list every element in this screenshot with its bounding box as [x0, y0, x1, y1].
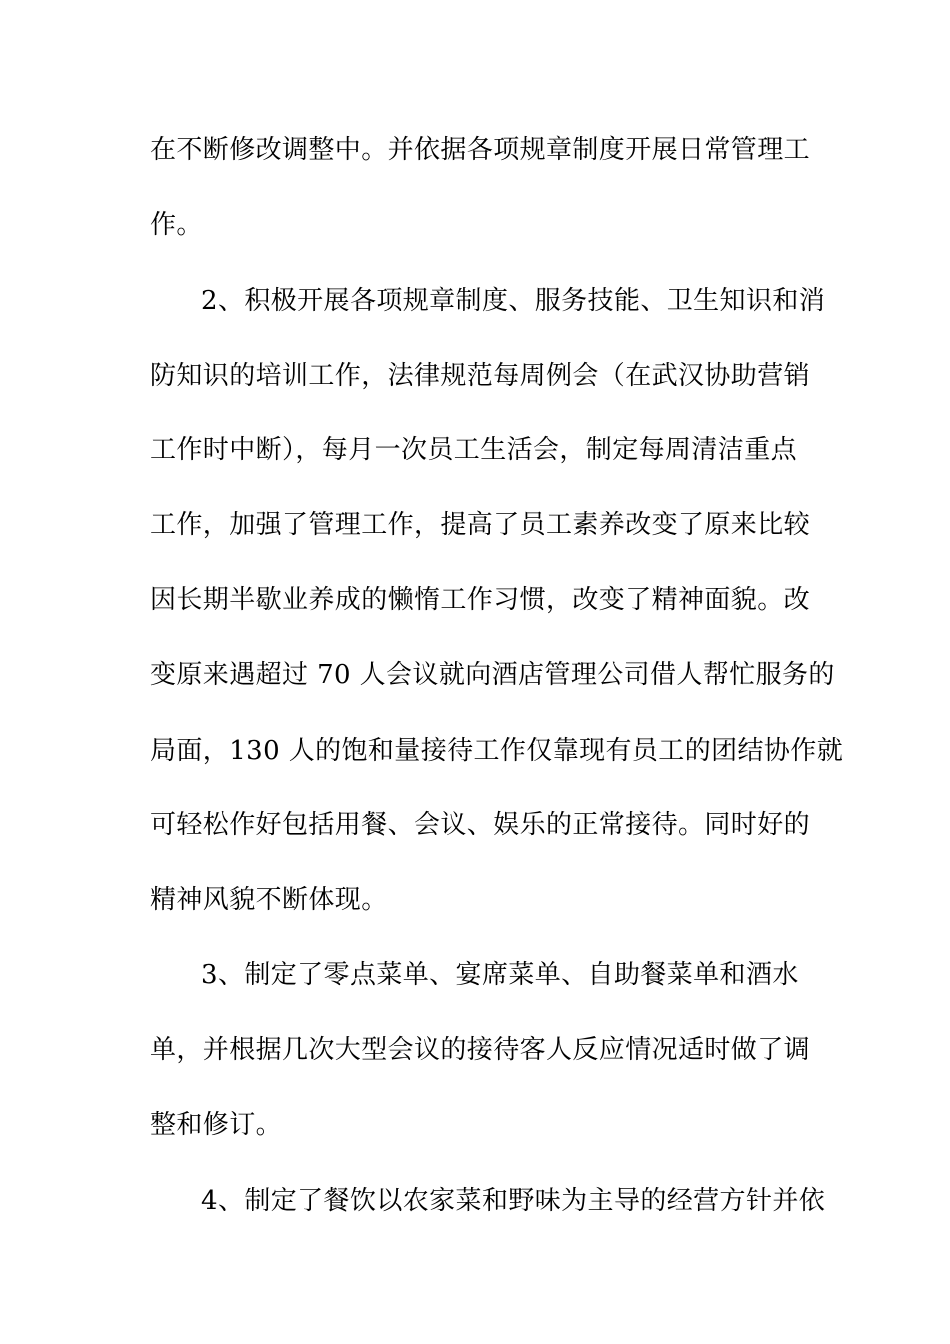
text-line: 局面，130 人的饱和量接待工作仅靠现有员工的团结协作就	[150, 736, 844, 766]
text-line: 可轻松作好包括用餐、会议、娱乐的正常接待。同时好的	[150, 810, 811, 840]
text-line: 作。	[150, 210, 203, 240]
text-line: 变原来遇超过 70 人会议就向酒店管理公司借人帮忙服务的	[150, 660, 835, 690]
text-line: 整和修订。	[150, 1110, 283, 1140]
text-line: 2、积极开展各项规章制度、服务技能、卫生知识和消	[201, 286, 826, 316]
text-line: 单，并根据几次大型会议的接待客人反应情况适时做了调	[150, 1035, 811, 1065]
text-line: 工作，加强了管理工作，提高了员工素养改变了原来比较	[150, 510, 811, 540]
text-line: 工作时中断），每月一次员工生活会，制定每周清洁重点	[150, 435, 798, 465]
text-line: 因长期半歇业养成的懒惰工作习惯，改变了精神面貌。改	[150, 585, 811, 615]
text-line: 3、制定了零点菜单、宴席菜单、自助餐菜单和酒水	[201, 960, 799, 990]
text-line: 在不断修改调整中。并依据各项规章制度开展日常管理工	[150, 135, 811, 165]
text-line: 4、制定了餐饮以农家菜和野味为主导的经营方针并依	[201, 1186, 826, 1216]
text-line: 防知识的培训工作，法律规范每周例会（在武汉协助营销	[150, 361, 811, 391]
text-line: 精神风貌不断体现。	[150, 885, 388, 915]
